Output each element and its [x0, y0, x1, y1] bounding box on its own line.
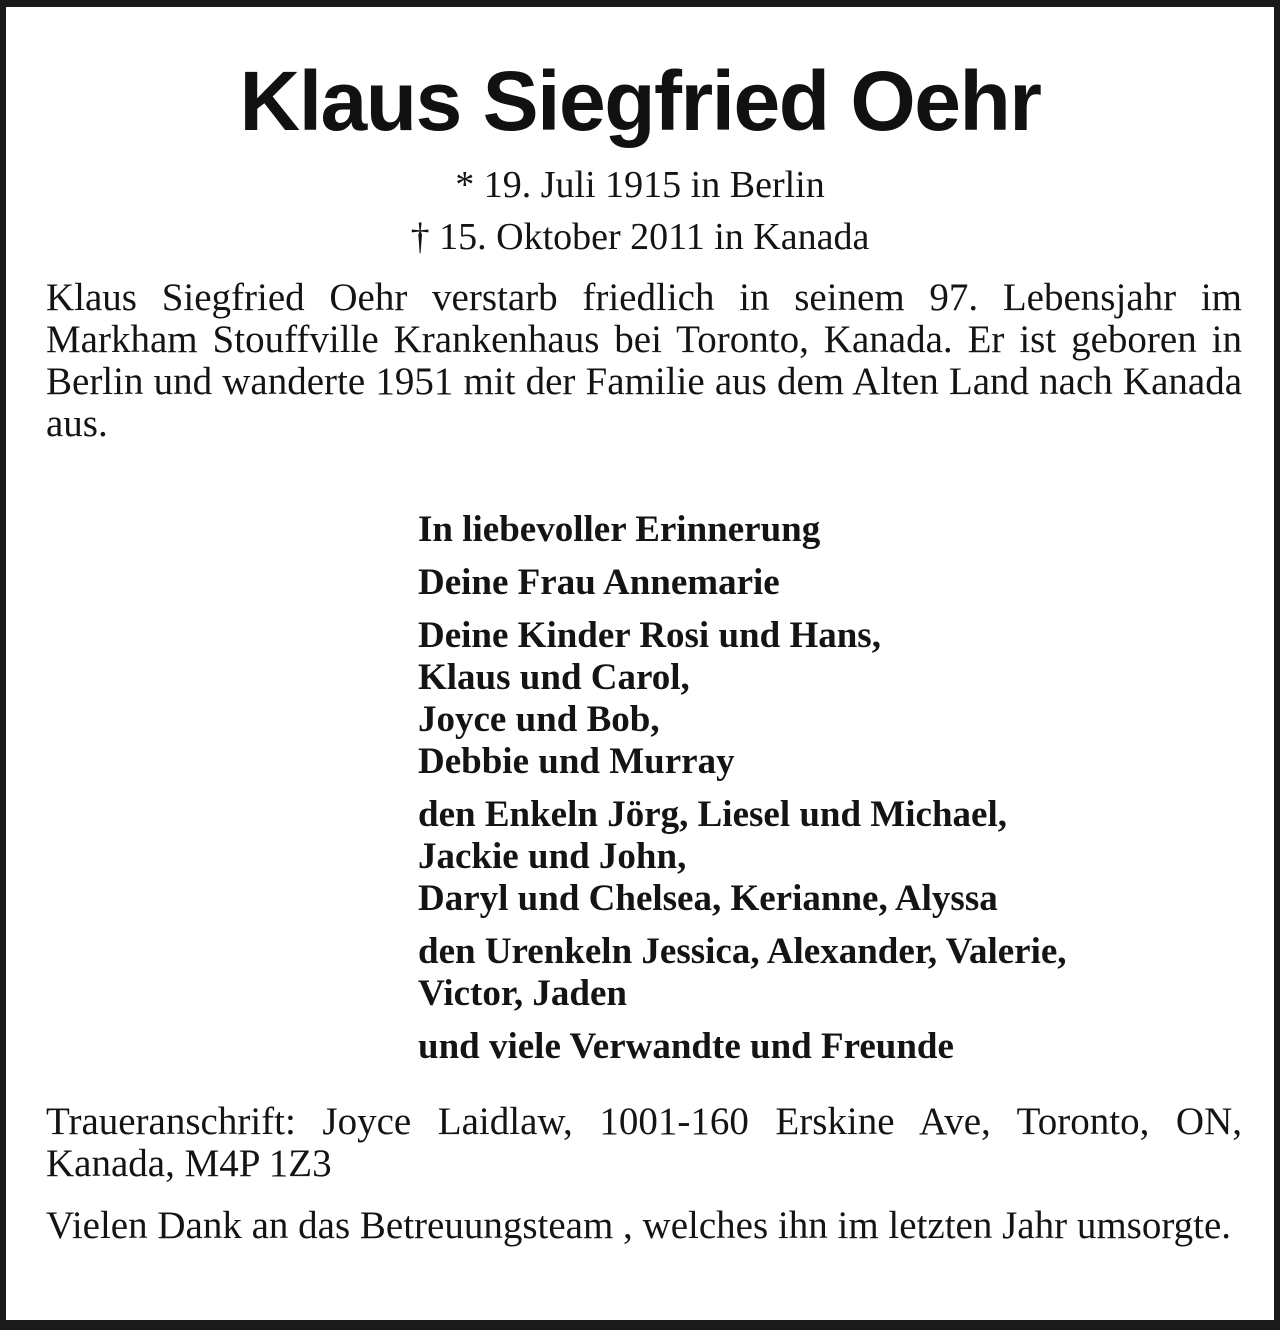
- wife-group: [418, 562, 1258, 604]
- others-line: und viele Verwandte und Freunde: [418, 1026, 954, 1067]
- birth-date: * 19. Juli 1915 in Berlin: [455, 164, 825, 206]
- others-group: [418, 1026, 1258, 1068]
- thanks-paragraph: Vielen Dank an das Betreuungsteam , welches ihn im letzten Jahr umsorgte.: [46, 1204, 1232, 1247]
- great-grandchildren-line: Victor, Jaden: [418, 973, 627, 1014]
- grandchildren-line: Daryl und Chelsea, Kerianne, Alyssa: [418, 878, 998, 919]
- children-line: Joyce und Bob,: [418, 699, 660, 740]
- mourning-address: Traueranschrift: Joyce Laidlaw, 1001-160 Erskine Ave, Toronto, ON, Kanada, M4P 1Z3: [46, 1100, 1242, 1185]
- memorial-heading: In liebevoller Erinnerung: [418, 509, 821, 550]
- children-line: Debbie und Murray: [418, 741, 735, 782]
- death-date: † 15. Oktober 2011 in Kanada: [410, 216, 870, 258]
- children-line: Deine Kinder Rosi und Hans,: [418, 615, 881, 656]
- children-group: [418, 615, 1258, 783]
- wife-line: Deine Frau Annemarie: [418, 562, 780, 603]
- family-list: [418, 509, 1258, 1079]
- great-grandchildren-group: [418, 931, 1258, 1015]
- children-line: Klaus und Carol,: [418, 657, 690, 698]
- memorial-heading-group: [418, 509, 1258, 551]
- intro-paragraph: Klaus Siegfried Oehr verstarb friedlich in seinem 97. Lebensjahr im Markham Stouffville Krankenhaus bei Toronto, Kanada. Er ist geboren in Berlin und wanderte 1951 mit der Familie aus dem Alten Land nach Kanada aus.: [46, 276, 1242, 445]
- life-dates: [6, 159, 1274, 263]
- grandchildren-group: [418, 794, 1258, 920]
- grandchildren-line: den Enkeln Jörg, Liesel und Michael,: [418, 794, 1007, 835]
- deceased-name: Klaus Siegfried Oehr: [239, 54, 1041, 148]
- grandchildren-line: Jackie und John,: [418, 836, 687, 877]
- great-grandchildren-line: den Urenkeln Jessica, Alexander, Valerie,: [418, 931, 1067, 972]
